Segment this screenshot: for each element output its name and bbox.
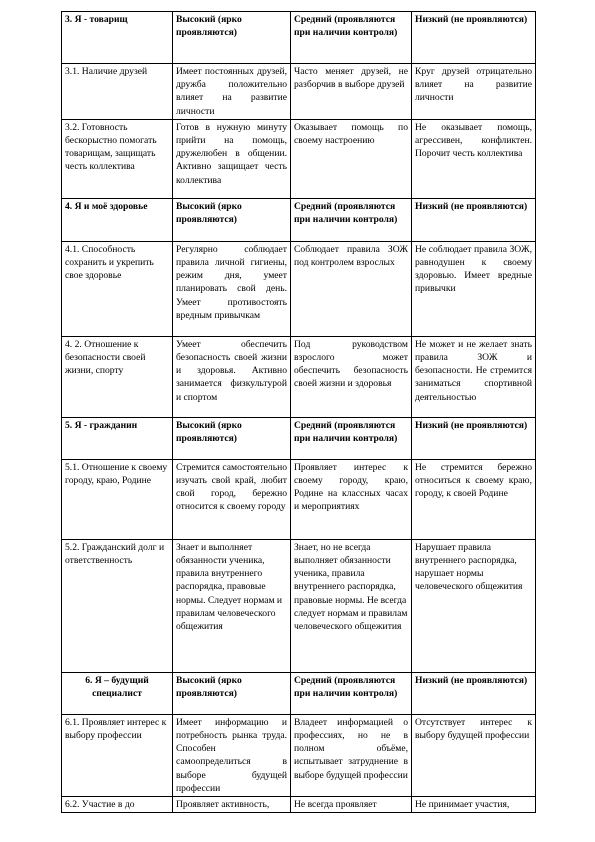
mid-level-cell: Оказывает помощь по своему настроению	[291, 119, 412, 198]
high-level-cell: Имеет постоянных друзей, дружба положительно влияет на развитие личности	[173, 64, 291, 120]
mid-level-cell: Под руководством взрослого может обеспечить безопасность своей жизни и здоровья	[291, 336, 412, 417]
criterion-cell: 5.2. Гражданский долг и ответственность	[62, 539, 173, 672]
low-level-cell: Не стремится бережно относиться к своему краю, городу, к своей Родине	[412, 459, 536, 539]
criterion-cell: 6.2. Участие в до	[62, 797, 173, 813]
section-header-row	[62, 672, 536, 714]
high-level-cell: Готов в нужную минуту прийти на помощь, дружелюбен в общении. Активно защищает честь коллектива	[173, 119, 291, 198]
level-low-header: Низкий (не проявляются)	[412, 12, 536, 64]
level-low-header: Низкий (не проявляются)	[412, 198, 536, 241]
low-level-cell: Не принимает участия,	[412, 797, 536, 813]
table-row	[62, 797, 536, 813]
section-header-row	[62, 198, 536, 241]
section-header-row	[62, 417, 536, 459]
level-high-header: Высокий (ярко проявляются)	[173, 672, 291, 714]
table-row	[62, 64, 536, 120]
table-row	[62, 241, 536, 336]
mid-level-cell: Владеет информацией о профессиях, но не в полном объёме, испытывает затруднение в выборе будущей профессии	[291, 714, 412, 796]
high-level-cell: Имеет информацию и потребность рынка труда. Способен самоопределиться в выборе будущей профессии	[173, 714, 291, 796]
criterion-cell: 4. 2. Отношение к безопасности своей жизни, спорту	[62, 336, 173, 417]
level-low-header: Низкий (не проявляются)	[412, 417, 536, 459]
mid-level-cell: Знает, но не всегда выполняет обязанности ученика, правила внутреннего распорядка, правовые нормы. Не всегда следует нормам и правилам человеческого общежития	[291, 539, 412, 672]
section-title: 6. Я – будущий специалист	[62, 672, 173, 714]
low-level-cell: Не оказывает помощь, агрессивен, конфликтен. Порочит честь коллектива	[412, 119, 536, 198]
high-level-cell: Стремится самостоятельно изучать свой край, любит свой город, бережно относится к своему городу	[173, 459, 291, 539]
level-mid-header: Средний (проявляются при наличии контроля)	[291, 672, 412, 714]
criterion-cell: 4.1. Способность сохранить и укрепить свое здоровье	[62, 241, 173, 336]
mid-level-cell: Часто меняет друзей, не разборчив в выборе друзей	[291, 64, 412, 120]
level-high-header: Высокий (ярко проявляются)	[173, 198, 291, 241]
level-mid-header: Средний (проявляются при наличии контроля)	[291, 417, 412, 459]
low-level-cell: Круг друзей отрицательно влияет на развитие личности	[412, 64, 536, 120]
criteria-table	[61, 11, 536, 813]
criterion-cell: 3.1. Наличие друзей	[62, 64, 173, 120]
level-high-header: Высокий (ярко проявляются)	[173, 417, 291, 459]
table-row	[62, 336, 536, 417]
criterion-cell: 5.1. Отношение к своему городу, краю, Родине	[62, 459, 173, 539]
high-level-cell: Умеет обеспечить безопасность своей жизни и здоровья. Активно занимается физкультурой и спортом	[173, 336, 291, 417]
low-level-cell: Не соблюдает правила ЗОЖ, равнодушен к своему здоровью. Имеет вредные привычки	[412, 241, 536, 336]
criterion-cell: 3.2. Готовность бескорыстно помогать товарищам, защищать честь коллектива	[62, 119, 173, 198]
level-low-header: Низкий (не проявляются)	[412, 672, 536, 714]
table-row	[62, 119, 536, 198]
mid-level-cell: Проявляет интерес к своему городу, краю, Родине на классных часах и мероприятиях	[291, 459, 412, 539]
table-row	[62, 459, 536, 539]
level-high-header: Высокий (ярко проявляются)	[173, 12, 291, 64]
table-row	[62, 714, 536, 796]
high-level-cell: Знает и выполняет обязанности ученика, правила внутреннего распорядка, правовые нормы. Следует нормам и правилам человеческого общежития	[173, 539, 291, 672]
section-title: 4. Я и моё здоровье	[62, 198, 173, 241]
section-title: 5. Я - гражданин	[62, 417, 173, 459]
high-level-cell: Регулярно соблюдает правила личной гигиены, режим дня, умеет планировать свой день. Умеет противостоять вредным привычкам	[173, 241, 291, 336]
section-title: 3. Я - товарищ	[62, 12, 173, 64]
mid-level-cell: Соблюдает правила ЗОЖ под контролем взрослых	[291, 241, 412, 336]
high-level-cell: Проявляет активность,	[173, 797, 291, 813]
low-level-cell: Отсутствует интерес к выбору будущей профессии	[412, 714, 536, 796]
criterion-cell: 6.1. Проявляет интерес к выбору профессии	[62, 714, 173, 796]
mid-level-cell: Не всегда проявляет	[291, 797, 412, 813]
low-level-cell: Нарушает правила внутреннего распорядка, нарушает нормы человеческого общежития	[412, 539, 536, 672]
low-level-cell: Не может и не желает знать правила ЗОЖ и безопасности. Не стремится заниматься спортивной деятельностью	[412, 336, 536, 417]
table-row	[62, 539, 536, 672]
section-header-row	[62, 12, 536, 64]
level-mid-header: Средний (проявляются при наличии контроля)	[291, 198, 412, 241]
level-mid-header: Средний (проявляются при наличии контроля)	[291, 12, 412, 64]
